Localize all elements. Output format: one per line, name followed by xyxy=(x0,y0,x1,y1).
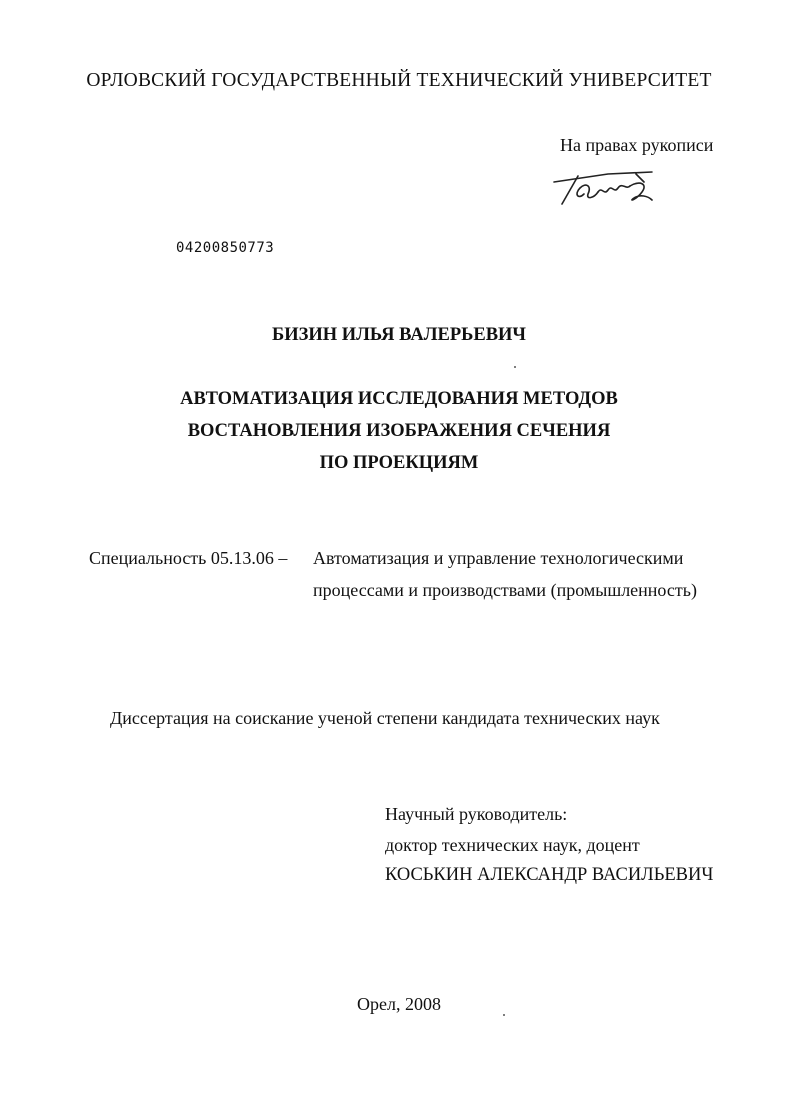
archive-code: 04200850773 xyxy=(176,240,275,256)
signature-stroke-end xyxy=(630,183,652,200)
thesis-title-line-1: АВТОМАТИЗАЦИЯ ИССЛЕДОВАНИЯ МЕТОДОВ xyxy=(180,389,618,409)
signature-stroke-loop xyxy=(577,185,598,198)
signature-stroke-tick xyxy=(636,174,644,182)
supervisor-label: Научный руководитель: xyxy=(385,804,568,824)
author-signature xyxy=(548,160,668,212)
university-name: ОРЛОВСКИЙ ГОСУДАРСТВЕННЫЙ ТЕХНИЧЕСКИЙ УНИВЕРСИТЕТ xyxy=(86,70,712,91)
signature-stroke-waves xyxy=(598,186,630,192)
supervisor-name: КОСЬКИН АЛЕКСАНДР ВАСИЛЬЕВИЧ xyxy=(385,865,714,885)
scan-speck xyxy=(503,1014,505,1016)
specialty-text-line-2: процессами и производствами (промышленность) xyxy=(313,580,697,600)
thesis-title-line-3: ПО ПРОЕКЦИЯМ xyxy=(319,453,479,473)
specialty-label: Специальность 05.13.06 – xyxy=(89,548,288,568)
specialty-text-line-1: Автоматизация и управление технологическими xyxy=(313,548,684,568)
dissertation-statement: Диссертация на соискание ученой степени кандидата технических наук xyxy=(110,708,660,728)
place-and-year: Орел, 2008 xyxy=(357,994,441,1014)
thesis-title-line-2: ВОСТАНОВЛЕНИЯ ИЗОБРАЖЕНИЯ СЕЧЕНИЯ xyxy=(187,421,611,441)
supervisor-degree: доктор технических наук, доцент xyxy=(385,835,640,855)
scan-speck xyxy=(514,366,516,368)
signature-stroke-top xyxy=(554,172,652,182)
manuscript-rights-note: На правах рукописи xyxy=(560,135,714,155)
author-name: БИЗИН ИЛЬЯ ВАЛЕРЬЕВИЧ xyxy=(271,325,527,345)
